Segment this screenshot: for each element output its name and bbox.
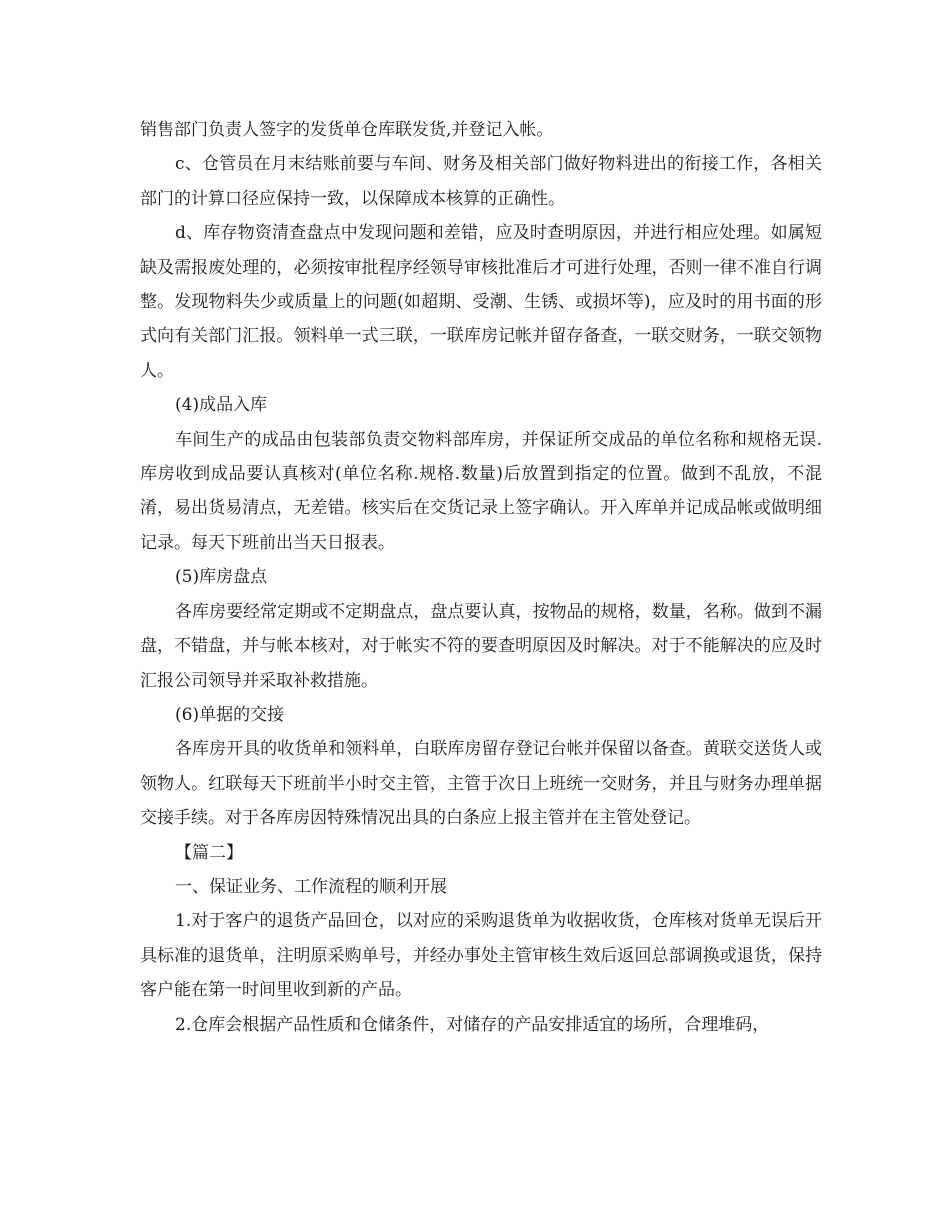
paragraph-item-1: 1.对于客户的退货产品回仓，以对应的采购退货单为收据收货，仓库核对货单无误后开具标准的退货单，注明原采购单号，并经办事处主管审核生效后返回总部调换或退货，保持客户能在第一时间里收到新的产品。 <box>140 911 822 1001</box>
section-heading-one: 一、保证业务、工作流程的顺利开展 <box>175 876 447 897</box>
part-heading: 【篇二】 <box>175 842 243 863</box>
document-page <box>140 113 822 1042</box>
section-heading-6: (6)单据的交接 <box>175 704 285 725</box>
paragraph-inventory-check: 各库房要经常定期或不定期盘点，盘点要认真，按物品的规格，数量，名称。做到不漏盘，不错盘，并与帐本核对，对于帐实不符的要查明原因及时解决。对于不能解决的应及时汇报公司领导并采取补救措施。 <box>140 601 822 691</box>
paragraph-c: c、仓管员在月末结账前要与车间、财务及相关部门做好物料进出的衔接工作，各相关部门的计算口径应保持一致，以保障成本核算的正确性。 <box>140 154 822 209</box>
section-heading-5: (5)库房盘点 <box>175 567 268 588</box>
paragraph-item-2: 2.仓库会根据产品性质和仓储条件，对储存的产品安排适宜的场所，合理堆码， <box>175 1014 770 1035</box>
section-heading-4: (4)成品入库 <box>175 395 268 416</box>
paragraph-documents-handover: 各库房开具的收货单和领料单，白联库房留存登记台帐并保留以备查。黄联交送货人或领物人。红联每天下班前半小时交主管，主管于次日上班统一交财务，并且与财务办理单据交接手续。对于各库房因特殊情况出具的白条应上报主管并在主管处登记。 <box>140 739 822 829</box>
paragraph-d: d、库存物资清查盘点中发现问题和差错，应及时查明原因，并进行相应处理。如属短缺及需报废处理的，必须按审批程序经领导审核批准后才可进行处理，否则一律不准自行调整。发现物料失少或质量上的问题(如超期、受潮、生锈、或损坏等)，应及时的用书面的形式向有关部门汇报。领料单一式三联，一联库房记帐并留存备查，一联交财务，一联交领物人。 <box>140 223 822 381</box>
paragraph-1: 销售部门负责人签字的发货单仓库联发货,并登记入帐。 <box>140 120 554 140</box>
paragraph-finished-goods: 车间生产的成品由包装部负责交物料部库房，并保证所交成品的单位名称和规格无误.库房收到成品要认真核对(单位名称.规格.数量)后放置到指定的位置。做到不乱放，不混淆，易出货易清点，无差错。核实后在交货记录上签字确认。开入库单并记成品帐或做明细记录。每天下班前出当天日报表。 <box>140 429 822 553</box>
